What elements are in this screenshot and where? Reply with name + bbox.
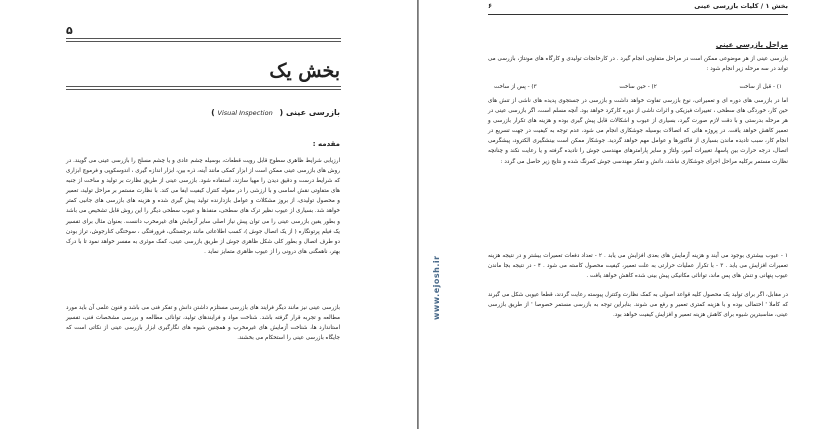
list-item: ۲) - حین ساخت bbox=[619, 84, 657, 90]
top-rule-secondary bbox=[66, 41, 341, 42]
top-rule bbox=[66, 38, 341, 39]
page-number-left: ۵ bbox=[66, 24, 73, 37]
running-header bbox=[488, 0, 788, 13]
numbered-list: ۱ - عیوب بیشتری بوجود می آیند و هزینه آزمایش های بعدی افزایش می یابد . ۲ - تعداد دفعات تعمیرات بیشتر و در نتیجه هزینه تعمیرات افزایش می یابد . ۳ - با تکرار عملیات حرارتی به علت تعمیر، کیفیت محصول کاسته می شود . ۴ - در نتیجه بجا ماندن عیوب پنهانی و تنش های پس ماند، توانائی مکانیکی پیش بینی شده کاهش خواهد یافت . bbox=[488, 253, 788, 280]
section-heading: بازرسی عینی ( Visual Inspection ) bbox=[211, 108, 340, 117]
watermark: www.ejosh.ir bbox=[432, 255, 441, 320]
running-header-title: بخش ۱ / کلیات بازرسی عینی bbox=[694, 2, 788, 10]
chapter-rule bbox=[66, 86, 341, 87]
header-rule bbox=[488, 14, 788, 15]
chapter-rule-secondary bbox=[66, 89, 341, 90]
body-paragraph: بازرسی عینی نیز مانند دیگر فرایند های بازرسی مستلزم داشتن دانش و تفکر فنی می باشد و فنون علمی آن باید مورد مطالعه و تجربه قرار گرفته باشد. شناخت مواد و فرایندهای تولید، توانائی مطالعه و بررسی مشخصات فنی، تفسیر استاندارد ها، شناخت آزمایش های غیرمخرب و همچنین شیوه های نگارگیری ابزار بازرسی عینی از نکاتی است که جایگاه بازرسی عینی را استحکام می بخشند. bbox=[66, 305, 340, 342]
stages-heading: مراحل بازرسی عینی bbox=[715, 41, 788, 49]
body-paragraph: بازرسی عینی از هر موضوعی ممکن است در مراحل متفاوتی انجام گیرد . در کارخانجات تولیدی و کارگاه های مونتاژ، بازرسی می تواند در سه مرحله زیر انجام شود : bbox=[488, 56, 788, 73]
list-item: ۱) - قبل از ساخت bbox=[739, 84, 782, 90]
stages-list bbox=[488, 84, 788, 90]
body-paragraph: اما در بازرسی های دوره ای و تعمیراتی، نوع بازرسی تفاوت خواهد داشت و بازرسی در جستجوی پدیده های ناشی از تنش های حین کار، خوردگی های سطحی ، تغییرات فیزیکی و اثرات ناشی از دوره کارکرد خواهد بود. آنچه مسلم است، اگر بازرسی عینی در هر مرحله بدرستی و با دقت لازم صورت گیرد، بسیاری از عیوب و اشکالات قابل پیش گیری بوده و هزینه های تکرار بازرسی و تعمیر کاهش خواهد یافت. در پروژه هائی که اتصالات بوسیله جوشکاری انجام می شود، عدم توجه به کیفیت در جهت تسریع در انجام کار، سبب تادیده ماندن بسیاری از فاکتورها و عوامل مهم خواهد گردید. جوشکار ممکن است بینشگیری الکترود، پیشگرمی اتصال، درجه حرارت بین پاسها، تغییرات آمپر، ولتاژ و سایر پارامترهای مهندسی جوش را نادیده گرفته و یا رعایت نکند و چنانچه نظارت مستمر برکلیه مراحل اجرای جوشکاری نباشد، دانش و تفکر مهندسی جوش کمرنگ شده و نتایج زیر حاصل می گردد : bbox=[488, 98, 788, 165]
page-number-right: ۶ bbox=[488, 2, 492, 10]
section-heading-english: Visual Inspection bbox=[217, 109, 273, 117]
body-paragraph: در مقابل، اگر برای تولید یک محصول کلیه قواعد اصولی به کمک نظارت وکنترل پیوسته رعایت گردند، قطعا عیوبی شکل می گیرند که کاملا ' احتمالی بوده و با هزینه کمتری تعمیر و رفع می شوند. بنابراین توجه به بازرسی مستمر خصوصا ' از طریق بازرسی عینی، مناسبترین شیوه برای کاهش هزینه تعمیر و افزایش کیفیت خواهد بود. bbox=[488, 292, 788, 319]
list-item: ۳) - پس از ساخت bbox=[494, 84, 537, 90]
chapter-title: بخش یک bbox=[269, 60, 340, 82]
intro-label: مقدمه : bbox=[312, 140, 340, 148]
body-paragraph: ارزیابی شرایط ظاهری سطوح قابل رویت قطعات، بوسیله چشم عادی و یا چشم مسلح را بازرسی عینی می گویند. در روش های بازرسی عینی ممکن است از ابزار کمکی مانند آینه، ذره بین، ابزار اندازه گیری ، اندوسکوپی و فرموچ ابزاری که شرایط درست و دقیق دیدن را مهیا سازند، استفاده شود. بازرسی عینی از طریق نظارت بر تولید و ساخت از جنبه های متفاوتی نقش اساسی و با ارزشی را در مقوله کنترل کیفیت ایفا می کند. با نظارت مستمر بر مراحل تولید، تعمیر و محصول تولیدی، از بروز مشکلات و عوامل بازدارنده تولید پیش گیری شده و هزینه های بازرسی های جانبی کمتر خواهد شد. بسیاری از عیوب نظیر ترک های سطحی، منفذها و عیوب سطحی دیگر را این روش قابل تشخیص می باشد و بطور یقین بازرسی عینی را می توان پیش نیاز اصلی سایر آزمایش های غیرمخرب دانست. بعنوان مثال برای تفسیر یک فیلم پرتونگاره ( از یک اتصال جوش )، کسب اطلاعاتی مانند برجستگی، فرورفتگی ، سوختگی کنارجوش، تراز بودن دو طرف اتصال و بطور کلی شکل ظاهری جوش از طریق بازرسی عینی، کمک موثری به مفسر خواهد نمود تا با درک بهتر، ناهمگنی های درونی را از عیوب ظاهری متمایز نماید . bbox=[66, 158, 340, 255]
